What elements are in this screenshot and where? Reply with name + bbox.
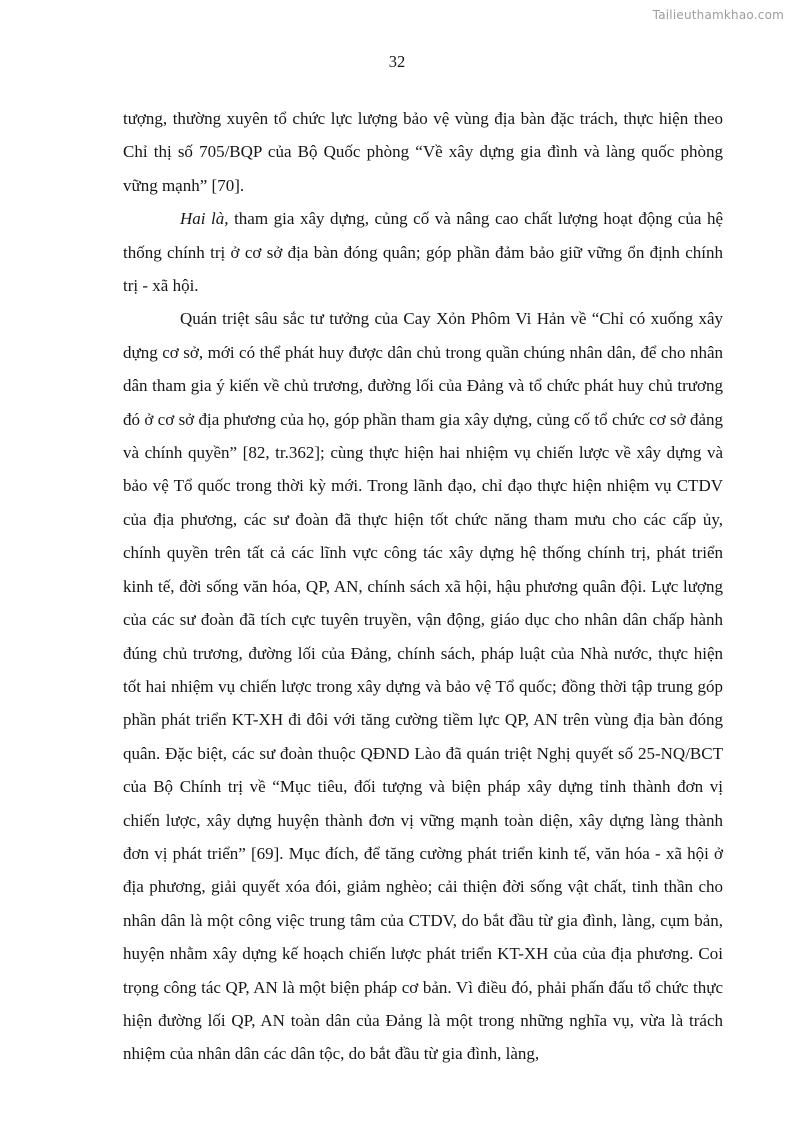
paragraph-hai-la (123, 202, 723, 302)
paragraph-hai-la-text: tham gia xây dựng, củng cố và nâng cao chất lượng hoạt động của hệ thống chính trị ở cơ sở địa bàn đóng quân; góp phần đảm bảo giữ vững ổn định chính trị - xã hội. (123, 209, 723, 296)
italic-lead: Hai là, (180, 209, 229, 229)
page-number: 32 (388, 52, 406, 71)
paragraph-continuation: tượng, thường xuyên tổ chức lực lượng bảo vệ vùng địa bàn đặc trách, thực hiện theo Chỉ thị số 705/BQP của Bộ Quốc phòng “Về xây dựng gia đình và làng quốc phòng vững mạnh” [70]. (123, 109, 723, 195)
paragraph-quan-triet: Quán triệt sâu sắc tư tưởng của Cay Xỏn Phôm Vi Hản về “Chỉ có xuống xây dựng cơ sở, mới có thể phát huy được dân chủ trong quần chúng nhân dân, để cho nhân dân tham gia ý kiến về chủ trương, đường lối của Đảng và tổ chức phát huy chủ trương đó ở cơ sở địa phương của họ, góp phần tham gia xây dựng, củng cố tổ chức cơ sở đảng và chính quyền” [82, tr.362]; cùng thực hiện hai nhiệm vụ chiến lược về xây dựng và bảo vệ Tổ quốc trong thời kỳ mới. Trong lãnh đạo, chỉ đạo thực hiện nhiệm vụ CTDV của địa phương, các sư đoàn đã thực hiện tốt chức năng tham mưu cho các cấp ủy, chính quyền trên tất cả các lĩnh vực công tác xây dựng hệ thống chính trị, phát triển kinh tế, đời sống văn hóa, QP, AN, chính sách xã hội, hậu phương quân đội. Lực lượng của các sư đoàn đã tích cực tuyên truyền, vận động, giáo dục cho nhân dân chấp hành đúng chủ trương, đường lối của Đảng, chính sách, pháp luật của Nhà nước, thực hiện tốt hai nhiệm vụ chiến lược trong xây dựng và bảo vệ Tổ quốc; đồng thời tập trung góp phần phát triển KT-XH đi đôi với tăng cường tiềm lực QP, AN trên vùng địa bàn đóng quân. Đặc biệt, các sư đoàn thuộc QĐND Lào đã quán triệt Nghị quyết số 25-NQ/BCT của Bộ Chính trị về “Mục tiêu, đối tượng và biện pháp xây dựng tỉnh thành đơn vị chiến lược, xây dựng huyện thành đơn vị vững mạnh toàn diện, xây dựng làng thành đơn vị phát triển” [69]. Mục đích, để tăng cường phát triển kinh tế, văn hóa - xã hội ở địa phương, giải quyết xóa đói, giảm nghèo; cải thiện đời sống vật chất, tinh thần cho nhân dân là một công việc trung tâm của CTDV, do bắt đầu từ gia đình, làng, cụm bản, huyện nhằm xây dựng kế hoạch chiến lược phát triển KT-XH của của địa phương. Coi trọng công tác QP, AN là một biện pháp cơ bản. Vì điều đó, phải phấn đấu tổ chức thực hiện đường lối QP, AN toàn dân của Đảng là một trong những nghĩa vụ, vừa là trách nhiệm của nhân dân các dân tộc, do bắt đầu từ gia đình, làng, (123, 309, 723, 1064)
document-body (123, 102, 723, 1071)
watermark-text: Tailieuthamkhao.com (652, 8, 784, 22)
